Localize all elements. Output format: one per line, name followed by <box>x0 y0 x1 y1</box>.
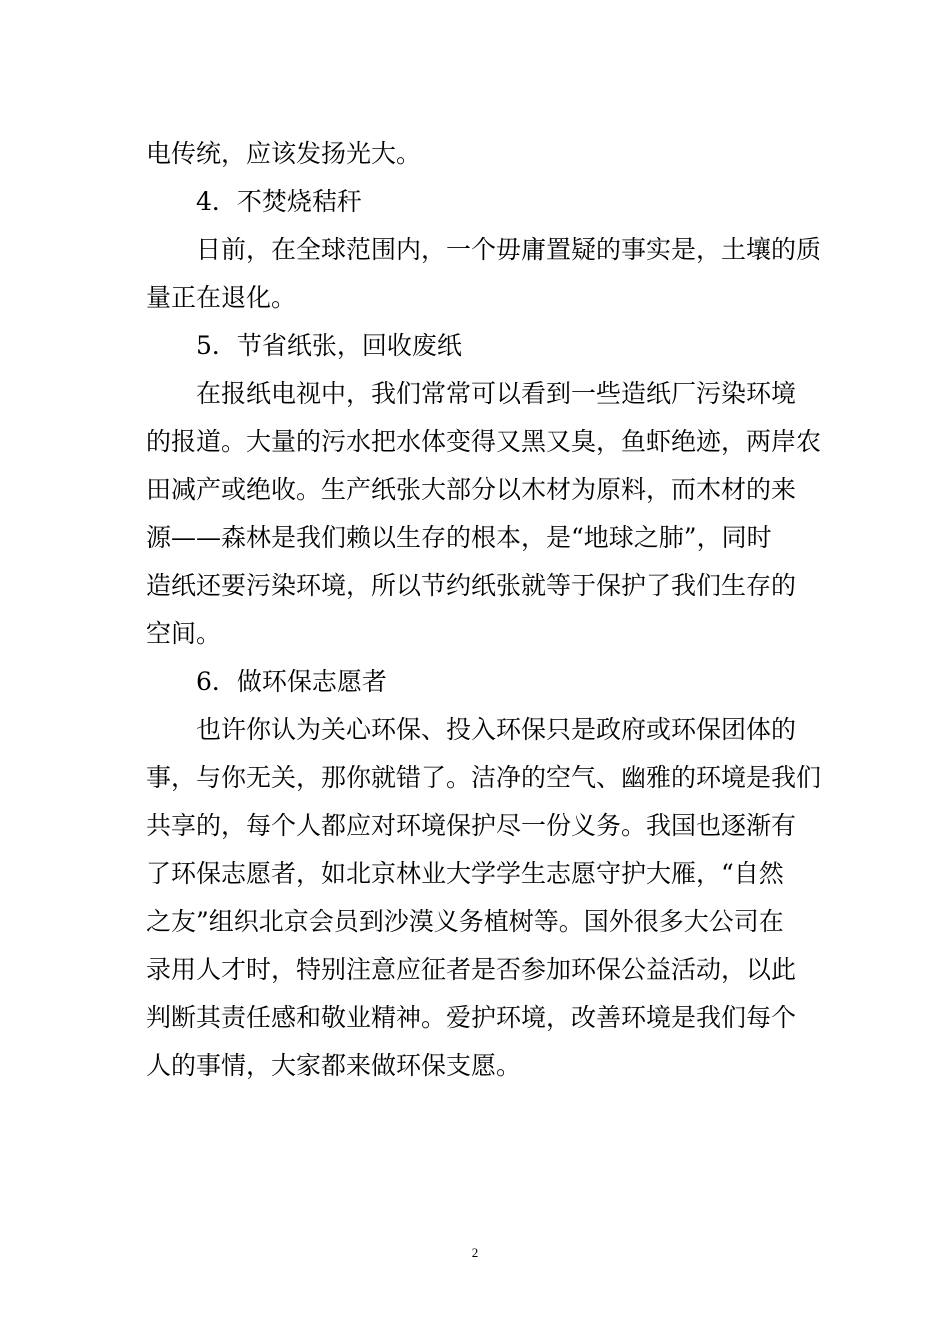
section-heading-5: 5．节省纸张，回收废纸 <box>196 331 462 360</box>
paragraph-line: 了环保志愿者，如北京林业大学学生志愿守护大雁，“自然 <box>146 859 784 888</box>
section-heading-4: 4．不焚烧秸秆 <box>196 187 362 216</box>
paragraph-line: 事，与你无关，那你就错了。洁净的空气、幽雅的环境是我们 <box>146 763 822 792</box>
document-body <box>146 130 822 1090</box>
paragraph-line: 空间。 <box>146 619 222 648</box>
section-heading-6: 6．做环保志愿者 <box>196 667 387 696</box>
paragraph-line: 源——森林是我们赖以生存的根本，是“地球之肺”，同时 <box>146 523 772 552</box>
page-number: 2 <box>471 1245 479 1260</box>
paragraph-line: 在报纸电视中，我们常常可以看到一些造纸厂污染环境 <box>196 379 797 408</box>
paragraph-line: 日前，在全球范围内，一个毋庸置疑的事实是，土壤的质 <box>196 235 822 264</box>
paragraph-line: 共享的，每个人都应对环境保护尽一份义务。我国也逐渐有 <box>146 811 797 840</box>
paragraph-line: 也许你认为关心环保、投入环保只是政府或环保团体的 <box>196 715 797 744</box>
paragraph-line: 判断其责任感和敬业精神。爱护环境，改善环境是我们每个 <box>146 1003 797 1032</box>
paragraph-line: 造纸还要污染环境，所以节约纸张就等于保护了我们生存的 <box>146 571 797 600</box>
paragraph-line: 录用人才时，特别注意应征者是否参加环保公益活动，以此 <box>146 955 797 984</box>
paragraph-line: 人的事情，大家都来做环保支愿。 <box>146 1051 522 1080</box>
paragraph-line: 田减产或绝收。生产纸张大部分以木材为原料，而木材的来 <box>146 475 797 504</box>
paragraph-line: 之友”组织北京会员到沙漠义务植树等。国外很多大公司在 <box>146 907 784 936</box>
paragraph-line: 的报道。大量的污水把水体变得又黑又臭，鱼虾绝迹，两岸农 <box>146 427 822 456</box>
paragraph-line: 电传统，应该发扬光大。 <box>146 139 422 168</box>
paragraph-line: 量正在退化。 <box>146 283 297 312</box>
